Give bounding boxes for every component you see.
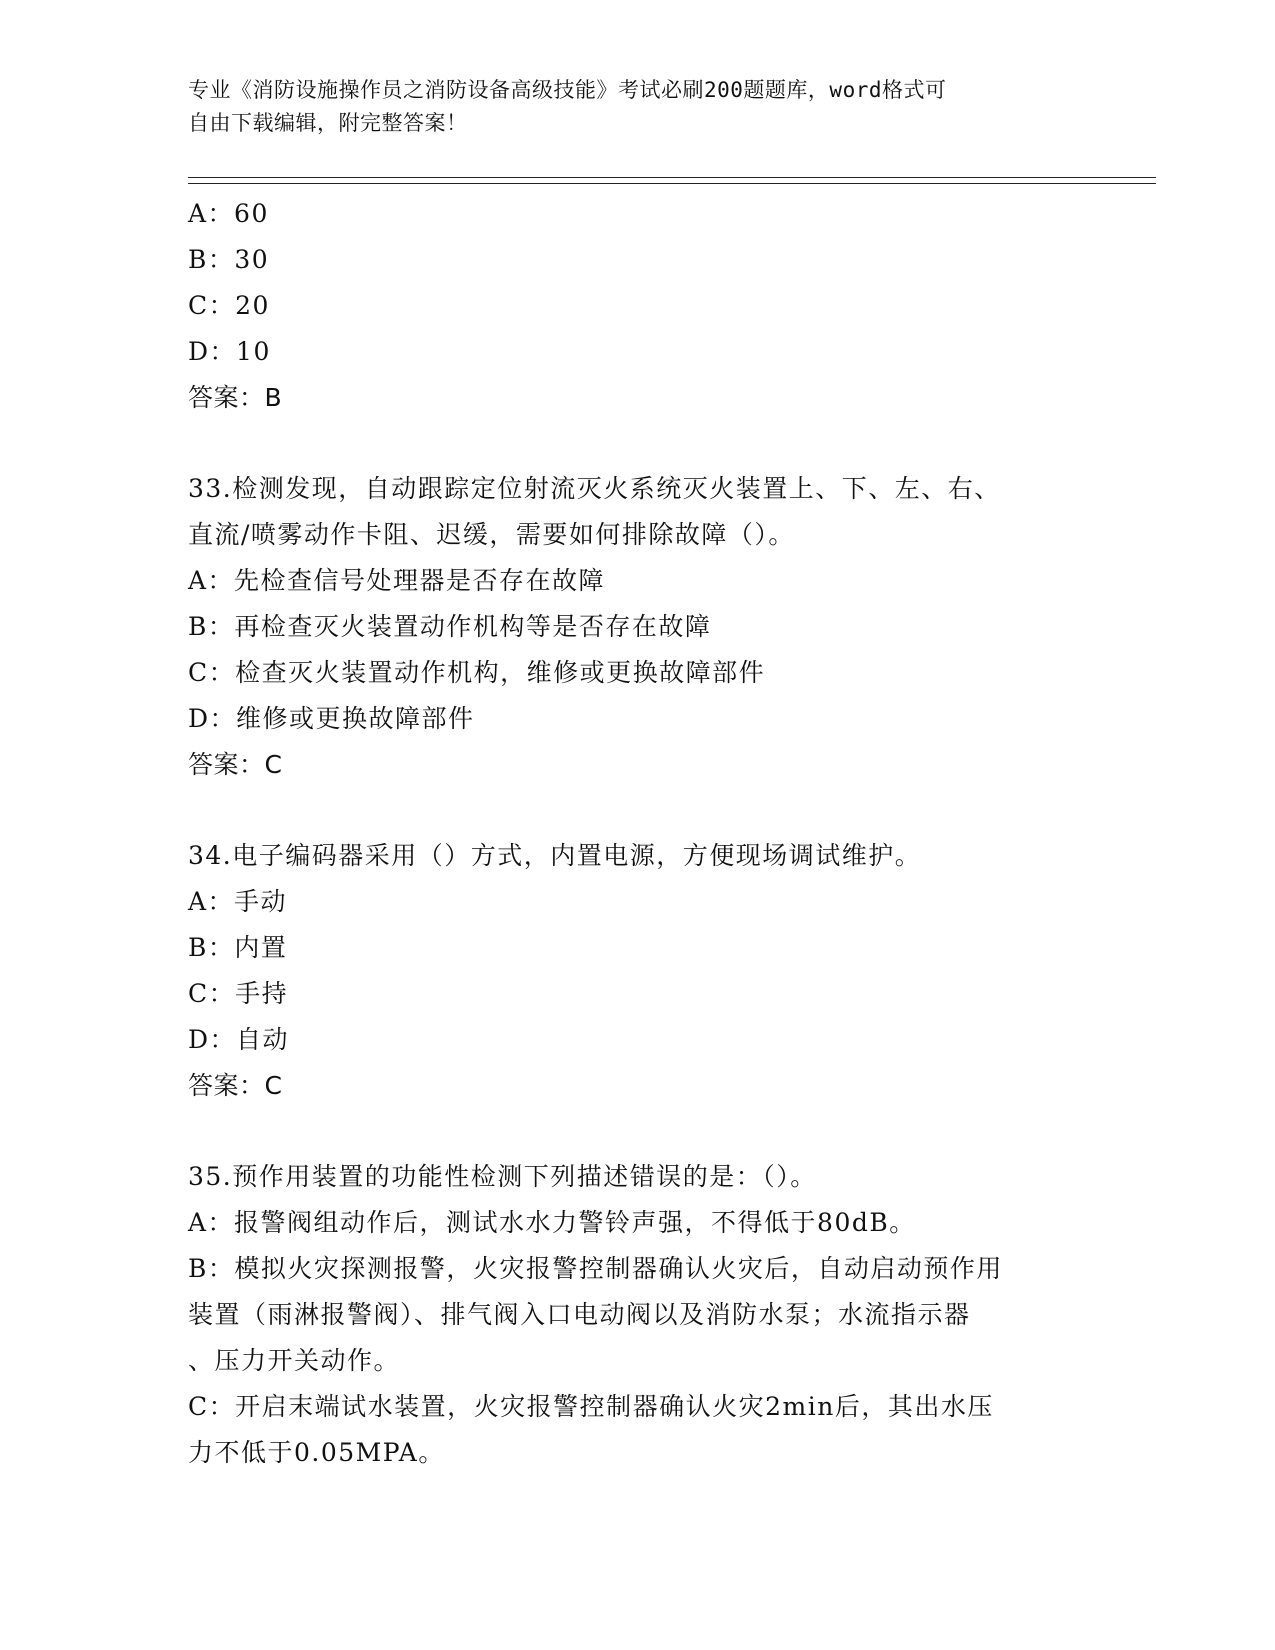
option-a: A：手动 [188, 887, 288, 916]
option-c: C：检查灭火装置动作机构，维修或更换故障部件 [188, 658, 766, 687]
question-32-tail [188, 191, 1088, 421]
header-title-line-2: 自由下载编辑，附完整答案！ [188, 111, 468, 135]
question-list [188, 191, 1088, 1476]
option-b-continued: 装置（雨淋报警阀）、排气阀入口电动阀以及消防水泵；水流指示器 [188, 1300, 971, 1329]
option-b: B：模拟火灾探测报警，火灾报警控制器确认火灾后，自动启动预作用 [188, 1254, 1003, 1283]
option-c: C：手持 [188, 979, 289, 1008]
option-a: A：报警阀组动作后，测试水水力警铃声强，不得低于80dB。 [188, 1208, 916, 1237]
document-header [188, 74, 1068, 140]
header-divider-top [188, 177, 1156, 178]
option-d: D：10 [188, 337, 271, 366]
option-b-continued: 、压力开关动作。 [188, 1346, 401, 1375]
header-divider-bottom [188, 183, 1156, 184]
option-d: D：自动 [188, 1025, 290, 1054]
option-a: A：60 [188, 199, 269, 228]
option-b: B：内置 [188, 933, 288, 962]
option-b: B：30 [188, 245, 270, 274]
question-text-line: 34.电子编码器采用（）方式，内置电源，方便现场调试维护。 [188, 841, 922, 870]
option-b: B：再检查灭火装置动作机构等是否存在故障 [188, 612, 712, 641]
option-d: D：维修或更换故障部件 [188, 704, 475, 733]
question-33 [188, 466, 1088, 788]
answer-line: 答案：B [188, 383, 283, 412]
question-text-line: 35.预作用装置的功能性检测下列描述错误的是：（）。 [188, 1162, 817, 1191]
option-c-continued: 力不低于0.05MPA。 [188, 1438, 445, 1467]
option-a: A：先检查信号处理器是否存在故障 [188, 566, 606, 595]
question-34 [188, 833, 1088, 1109]
header-title-line-1: 专业《消防设施操作员之消防设备高级技能》考试必刷200题题库，word格式可 [188, 78, 947, 102]
question-spacer [188, 421, 1088, 466]
answer-line: 答案：C [188, 1071, 283, 1100]
question-text-line: 33.检测发现，自动跟踪定位射流灭火系统灭火装置上、下、左、右、 [188, 474, 1001, 503]
answer-line: 答案：C [188, 750, 283, 779]
option-c: C：20 [188, 291, 270, 320]
question-spacer [188, 1109, 1088, 1154]
option-c: C：开启末端试水装置，火灾报警控制器确认火灾2min后，其出水压 [188, 1392, 994, 1421]
question-text-line: 直流/喷雾动作卡阻、迟缓，需要如何排除故障（）。 [188, 520, 795, 549]
question-35 [188, 1154, 1088, 1476]
question-spacer [188, 788, 1088, 833]
